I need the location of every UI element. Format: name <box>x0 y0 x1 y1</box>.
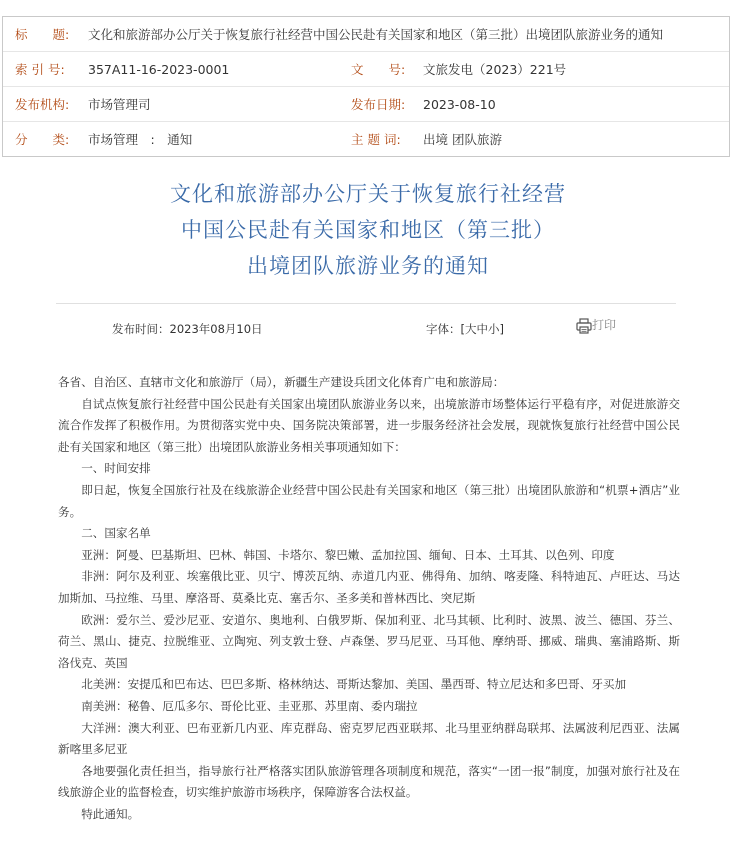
meta-row-category <box>3 122 729 156</box>
info-bar <box>56 303 676 350</box>
title-line-1: 文化和旅游部办公厅关于恢复旅行社经营 <box>170 182 566 206</box>
heading-country-list: 二、国家名单 <box>81 526 151 541</box>
list-asia: 亚洲：阿曼、巴基斯坦、巴林、韩国、卡塔尔、黎巴嫩、孟加拉国、缅甸、日本、土耳其、以色列、印度 <box>81 547 615 562</box>
publish-time: 发布时间：2023年08月10日 <box>112 322 263 336</box>
document-title <box>0 176 736 284</box>
docno-value: 文旅发电（2023）221号 <box>423 62 567 77</box>
paragraph-requirements: 各地要强化责任担当，指导旅行社严格落实团队旅游管理各项制度和规范，落实“一团一报”制度，加强对旅行社及在线旅游企业的监督检查，切实维护旅游市场秩序，保障游客合法权益。 <box>58 763 680 800</box>
title-label: 标 题: <box>15 27 70 42</box>
metadata-table <box>2 16 730 157</box>
title-line-3: 出境团队旅游业务的通知 <box>247 254 489 278</box>
category-label: 分 类: <box>15 132 70 147</box>
paragraph-schedule: 即日起，恢复全国旅行社及在线旅游企业经营中国公民赴有关国家和地区（第三批）出境团队旅游和“机票+酒店”业务。 <box>58 482 680 519</box>
date-value: 2023-08-10 <box>423 96 496 112</box>
docno-label: 文 号: <box>351 62 406 77</box>
document-body <box>58 372 680 825</box>
meta-row-issuer <box>3 87 729 122</box>
paragraph-intro: 自试点恢复旅行社经营中国公民赴有关国家出境团队旅游业务以来，出境旅游市场整体运行平稳有序，对促进旅游交流合作发挥了积极作用。为贯彻落实党中央、国务院决策部署，进一步服务经济社会发展，现就恢复旅行社经营中国公民赴有关国家和地区（第三批）出境团队旅游业务相关事项通知如下： <box>58 396 680 454</box>
list-europe: 欧洲：爱尔兰、爱沙尼亚、安道尔、奥地利、白俄罗斯、保加利亚、北马其顿、比利时、波黑、波兰、德国、芬兰、荷兰、黑山、捷克、拉脱维亚、立陶宛、列支敦士登、卢森堡、罗马尼亚、马耳他、摩纳哥、挪威、瑞典、塞浦路斯、斯洛伐克、英国 <box>58 612 680 670</box>
list-africa: 非洲：阿尔及利亚、埃塞俄比亚、贝宁、博茨瓦纳、赤道几内亚、佛得角、加纳、喀麦隆、科特迪瓦、卢旺达、马达加斯加、马拉维、马里、摩洛哥、莫桑比克、塞舌尔、圣多美和普林西比、突尼斯 <box>58 569 680 605</box>
list-south-america: 南美洲：秘鲁、厄瓜多尔、哥伦比亚、圭亚那、苏里南、委内瑞拉 <box>81 698 418 713</box>
subject-value: 出境 团队旅游 <box>423 132 502 147</box>
printer-icon <box>576 318 592 334</box>
title-value: 文化和旅游部办公厅关于恢复旅行社经营中国公民赴有关国家和地区（第三批）出境团队旅游业务的通知 <box>88 27 664 42</box>
title-line-2: 中国公民赴有关国家和地区（第三批） <box>181 218 555 242</box>
date-label: 发布日期: <box>351 97 406 112</box>
meta-row-index <box>3 52 729 87</box>
index-value: 357A11-16-2023-0001 <box>88 61 230 77</box>
issuer-label: 发布机构: <box>15 97 70 112</box>
category-value: 市场管理 : 通知 <box>88 132 193 147</box>
subject-label: 主 题 词: <box>351 132 401 147</box>
print-button[interactable] <box>576 316 616 334</box>
salutation: 各省、自治区、直辖市文化和旅游厅（局），新疆生产建设兵团文化体育广电和旅游局： <box>58 375 505 389</box>
list-oceania: 大洋洲：澳大利亚、巴布亚新几内亚、库克群岛、密克罗尼西亚联邦、北马里亚纳群岛联邦、法属波利尼西亚、法属新喀里多尼亚 <box>58 720 680 757</box>
print-label: 打印 <box>592 318 617 332</box>
index-label: 索 引 号: <box>15 62 65 77</box>
font-size-selector[interactable]: 字体：[大中小] <box>426 322 504 336</box>
issuer-value: 市场管理司 <box>88 97 151 112</box>
closing: 特此通知。 <box>81 806 140 821</box>
meta-row-title <box>3 17 729 52</box>
list-north-america: 北美洲：安提瓜和巴布达、巴巴多斯、格林纳达、哥斯达黎加、美国、墨西哥、特立尼达和多巴哥、牙买加 <box>81 677 627 692</box>
heading-schedule: 一、时间安排 <box>81 461 151 476</box>
